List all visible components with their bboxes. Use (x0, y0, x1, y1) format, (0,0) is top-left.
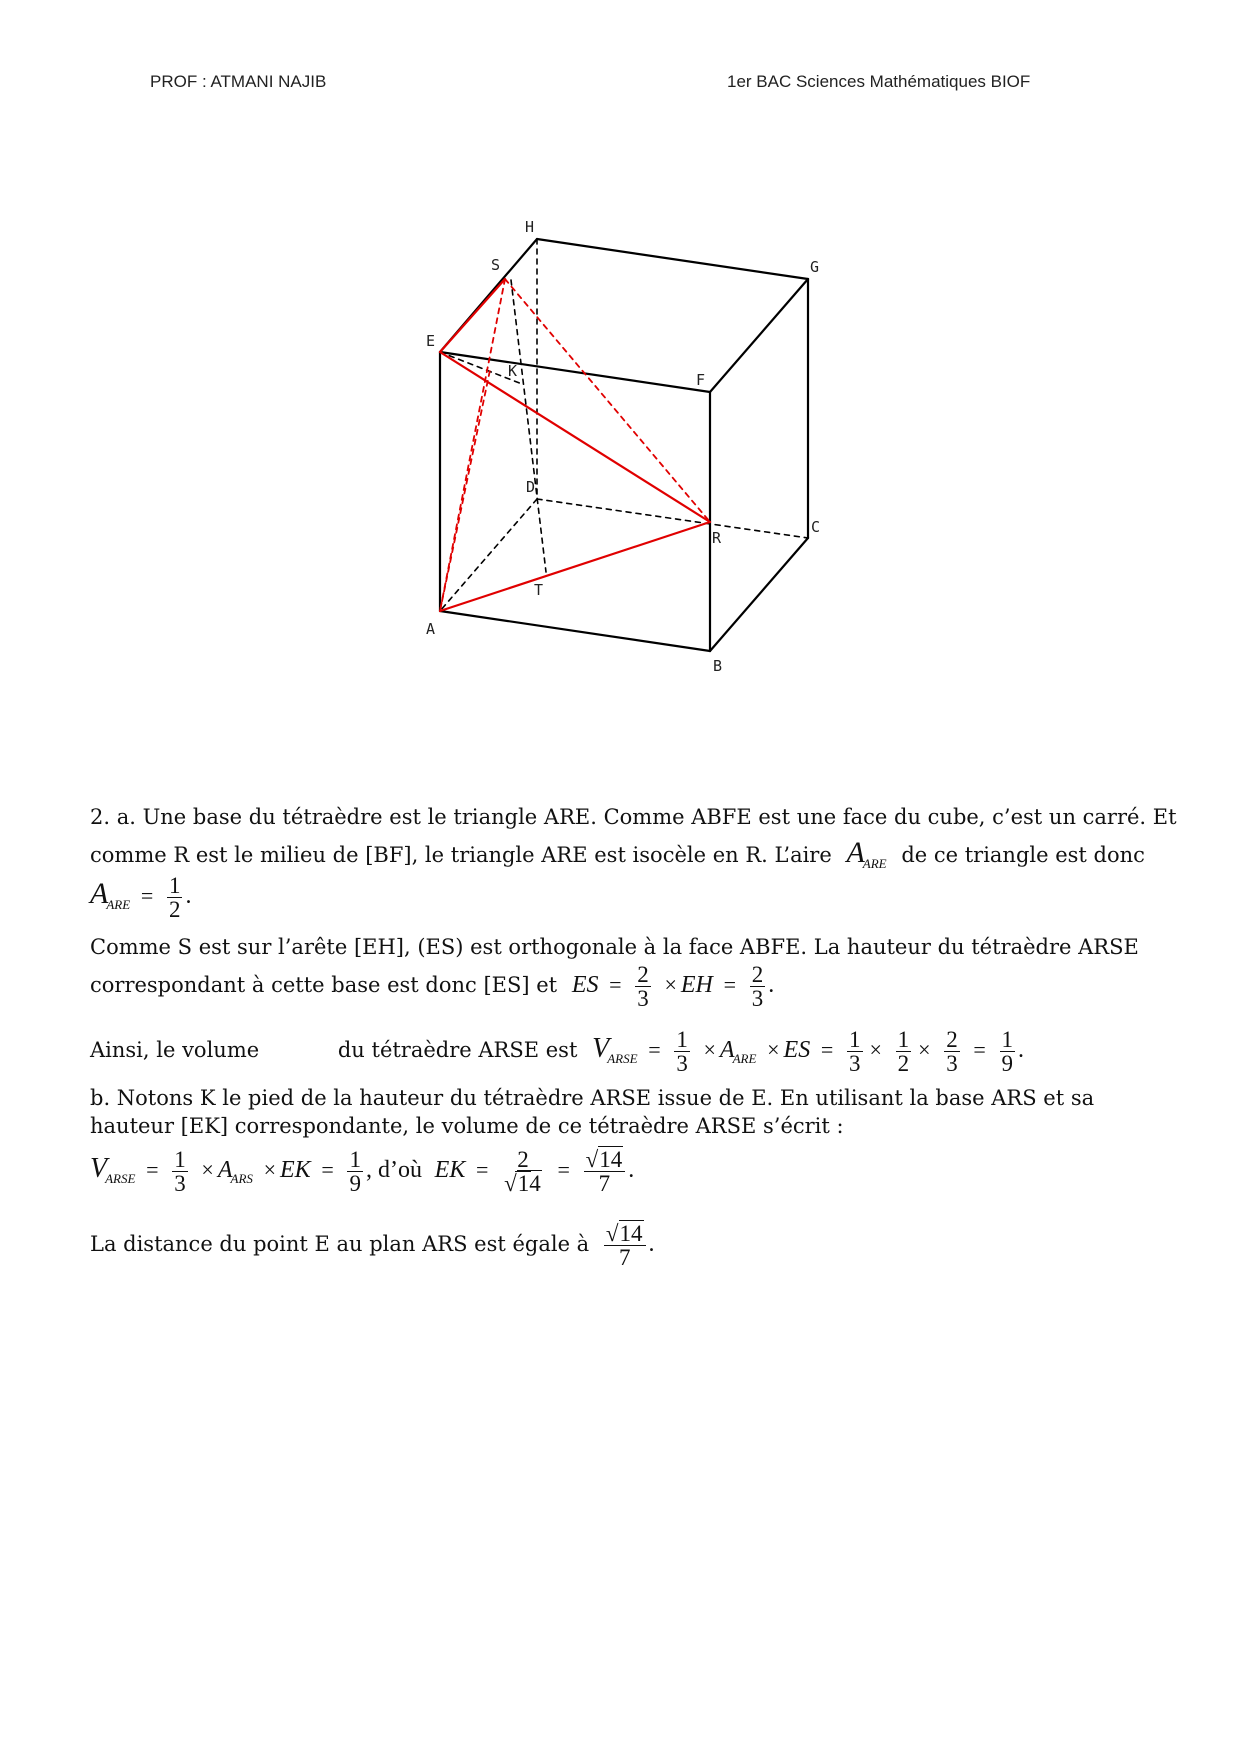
edge-gf (710, 279, 808, 392)
edge-er (440, 352, 710, 522)
header-author: PROF : ATMANI NAJIB (150, 72, 327, 91)
label-c: C (811, 518, 821, 536)
label-k: K (508, 362, 518, 380)
cube-hidden-edges (440, 239, 808, 611)
para4-line2: hauteur [EK] correspondante, le volume de ce tétraèdre ARSE s’écrit : (90, 1114, 844, 1138)
edge-ar (440, 522, 710, 611)
para1-line1: 2. a. Une base du tétraèdre est le triangle ARE. Comme ABFE est une face du cube, c’est un carré. Et (90, 805, 1177, 829)
label-a: A (426, 620, 436, 638)
para4-line1: b. Notons K le pied de la hauteur du tétraèdre ARSE issue de E. En utilisant la base ARS et sa (90, 1086, 1095, 1110)
edge-hg (537, 239, 808, 279)
label-h: H (525, 218, 535, 236)
tetrahedron-visible-edges (440, 279, 710, 611)
label-f: F (696, 371, 706, 389)
header-class: 1er BAC Sciences Mathématiques BIOF (727, 72, 1031, 91)
segment-st (511, 280, 546, 572)
distance-conclusion: La distance du point E au plan ARS est égale à $\frac{√14}{7}$ . (90, 1221, 655, 1270)
label-g: G (810, 258, 820, 276)
edge-ab (440, 611, 710, 651)
volume-formula: Ainsi, le volume du tétraèdre ARSE est $V_{ARSE}$ = $\frac{1}{3}$ × $A_{ARE}$ × ES = $\frac{1}{3}$ × $\frac{1}{2}$ × $\frac{2}{3}$ = $\frac{1}{9}$ . (90, 1027, 1025, 1076)
label-d: D (526, 478, 536, 496)
edge-fe (440, 352, 710, 392)
edge-dc (537, 499, 808, 538)
label-s: S (491, 256, 501, 274)
ek-formula: $V_{ARSE}$ = $\frac{1}{3}$ × $A_{ARS}$ × EK = $\frac{1}{9}$ , d’où EK = $\frac{2}{√14}$ = $\frac{√14}{7}$ . (90, 1147, 635, 1196)
edge-cb (710, 538, 808, 651)
para2-line1: Comme S est sur l’arête [EH], (ES) est orthogonale à la face ABFE. La hauteur du tétraèdre ARSE (90, 935, 1139, 959)
para1-line2: comme R est le milieu de [BF], le triangle ARE est isocèle en R. L’aire $A_{ARE}$ de ce triangle est donc (90, 836, 1145, 871)
para2-line2: correspondant à cette base est donc [ES] et ES = $\frac{2}{3}$ × EH = $\frac{2}{3}$ . (90, 962, 775, 1011)
cube-visible-edges (440, 239, 808, 651)
label-e: E (426, 332, 436, 350)
label-b: B (713, 657, 723, 675)
area-formula: $A_{ARE}$ = $\frac{1}{2}$ . (90, 873, 192, 922)
edge-es (440, 279, 505, 352)
tetrahedron-hidden-edges (440, 279, 710, 611)
label-r: R (712, 529, 722, 547)
cube-figure (0, 0, 1240, 720)
edge-sr (505, 279, 710, 522)
label-t: T (534, 581, 544, 599)
